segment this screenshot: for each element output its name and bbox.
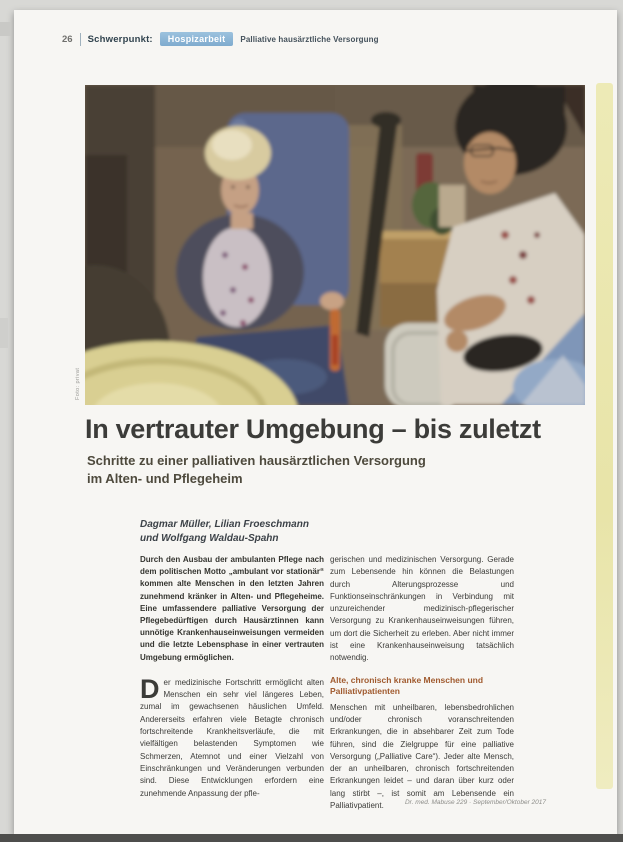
lead-paragraph: Durch den Ausbau der ambulanten Pflege nach dem politischen Motto „ambulant vor stationär“ kommen alte Menschen in den letzten Jahren zunehmend kränker in Alten- und Pflegeheime. Eine umfassendere palliative Versorgung der Pflegebedürftigen durch Hausärztinnen kann unnötige Krankenhauseinweisungen vermeiden und die letzte Lebensphase in einer vertrauten Umgebung ermöglichen. [140, 555, 324, 662]
author-line-2: und Wolfgang Waldau-Spahn [140, 533, 279, 544]
paragraph-1-text: er medizinische Fortschritt ermöglicht alten Menschen ein sehr viel längeres Leben, zumal im gewachsenen häuslichen Umfeld. Andererseits erfahren viele Betagte chronisch fortschreitende Krankheitsverläufe, die mit vielfältigen belastenden Symptomen wie Schmerzen, Atemnot und einer Vielzahl von Einschränkungen und Veränderungen verbunden sind. Diese Entwicklungen erfordern eine zunehmende Anpassung der pfle- [140, 677, 324, 798]
photo-credit: Foto: privat [75, 367, 81, 400]
scan-bottom-edge [0, 834, 623, 842]
section-label: Schwerpunkt: [87, 33, 153, 45]
magazine-page [14, 10, 617, 834]
section-subheading: Alte, chronisch kranke Menschen und Palliativpatienten [330, 674, 484, 697]
photo-illustration [85, 85, 585, 405]
subtitle-line-2: im Alten- und Pflegeheim [87, 471, 243, 486]
subtitle-line-1: Schritte zu einer palliativen hausärztlichen Versorgung [87, 453, 426, 468]
page-header [62, 30, 379, 48]
body-paragraph-3: Menschen mit unheilbaren, lebensbedrohlichen und/oder chronisch voranschreitenden Erkrankungen, die in absehbarer Zeit zum Tode führen, sind die Zielgruppe für eine palliative Versorgung („Palliative Care“). Jeder alte Mensch, der an unheilbaren, chronisch fortschreitenden Erkrankungen leidet – und daran über kurz oder lang stirbt –, ist somit am Lebensende ein Palliativpatient. [330, 702, 514, 811]
body-paragraph-2: gerischen und medizinischen Versorgung. Gerade zum Lebensende hin können die Belastungen durch Alterungsprozesse und Funktionseinschränkungen in Verbindung mit unzureichender medizinisch-pflegerischer Versorgung zu Krankenhauseinweisungen führen, um dort die Sicherheit zu erleben. Aber nicht immer ist eine Krankenhauseinweisung tatsächlich notwendig. [330, 555, 514, 663]
author-byline [140, 518, 309, 546]
article-title: In vertrauter Umgebung – bis zuletzt [85, 414, 541, 444]
page-number: 26 [62, 33, 73, 45]
article-subtitle [87, 452, 507, 488]
text-column-left [140, 554, 324, 800]
scan-artifact [0, 22, 11, 36]
adjacent-page-edge [596, 83, 613, 789]
text-column-right [330, 554, 514, 812]
section-badge: Hospizarbeit [160, 32, 234, 46]
body-paragraph-1 [140, 673, 324, 800]
author-line-1: Dagmar Müller, Lilian Froeschmann [140, 519, 309, 530]
section-topic: Palliative hausärztliche Versorgung [240, 34, 379, 44]
article-photo [85, 85, 585, 405]
header-divider [80, 33, 81, 46]
issue-footer: Dr. med. Mabuse 229 · September/Oktober 2017 [404, 799, 546, 806]
drop-cap: D [140, 673, 160, 704]
scan-artifact [0, 318, 8, 348]
